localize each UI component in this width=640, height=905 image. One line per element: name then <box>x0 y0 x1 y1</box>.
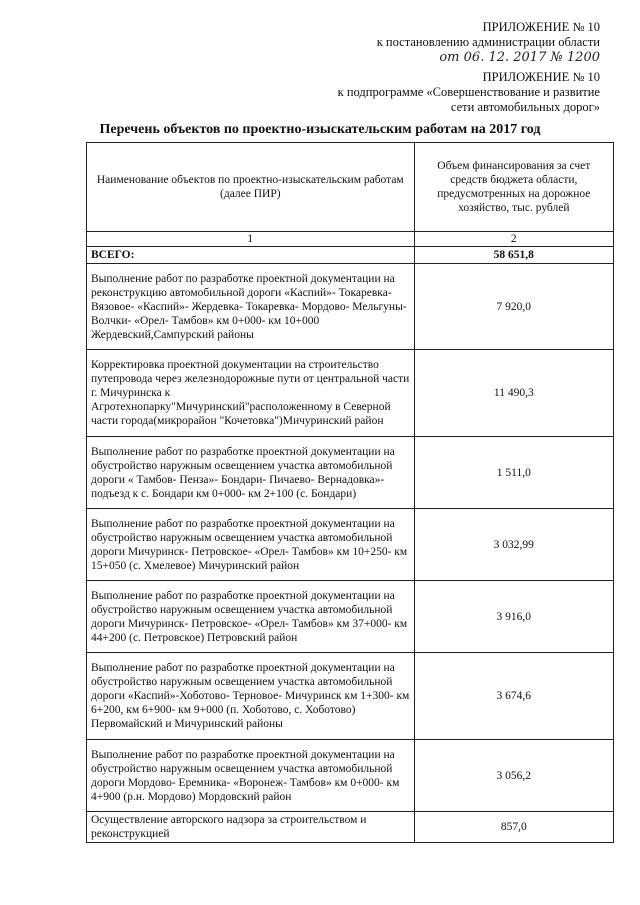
appendix-label: ПРИЛОЖЕНИЕ № 10 <box>482 20 600 34</box>
object-name-cell: Выполнение работ по разработке проектной документации на реконструкцию автомобильной дороги «Каспий»- Токаревка- Вязовое- «Каспий»- Жердевка- Токаревка- Мордово- Мельгуны- Волчки- «Орел- Тамбов» км 0+000- км 10+000 Жердевский,Сампурский районы <box>87 264 415 350</box>
object-name-cell: Корректировка проектной документации на строительство путепровода через железнодорожные пути от центральной части г. Мичуринска к Агротехнопарку"Мичуринский"расположенному в Северной части города(микрорайон "Кочетовка")Мичуринский район <box>87 350 415 437</box>
appendix-header-decree <box>377 20 600 65</box>
appendix-label-2: ПРИЛОЖЕНИЕ № 10 <box>482 70 600 84</box>
table-header-row <box>87 143 614 232</box>
funding-value-cell: 3 674,6 <box>414 653 613 740</box>
funding-value-cell: 3 032,99 <box>414 509 613 581</box>
total-label: ВСЕГО: <box>87 247 415 264</box>
table-row <box>87 509 614 581</box>
column-header-object-name: Наименование объектов по проектно-изыскательским работам (далее ПИР) <box>87 143 415 232</box>
column-number-row <box>87 232 614 247</box>
object-name-cell: Выполнение работ по разработке проектной документации на обустройство наружным освещением участка автомобильной дороги « Тамбов- Пенза»- Бондари- Пичаево- Вернадовка»- подъезд к с. Бондари км 0+000- км 2+100 (с. Бондари) <box>87 437 415 509</box>
total-value: 58 651,8 <box>414 247 613 264</box>
funding-value-cell: 1 511,0 <box>414 437 613 509</box>
appendix-header-subprogram <box>338 70 600 115</box>
column-header-funding: Объем финансирования за счет средств бюджета области, предусмотренных на дорожное хозяйство, тыс. рублей <box>414 143 613 232</box>
document-title: Перечень объектов по проектно-изыскательским работам на 2017 год <box>99 122 541 137</box>
funding-value-cell: 3 916,0 <box>414 581 613 653</box>
column-number-1: 1 <box>87 232 415 247</box>
table-row <box>87 264 614 350</box>
object-name-cell: Выполнение работ по разработке проектной документации на обустройство наружным освещением участка автомобильной дороги Мичуринск- Петровское- «Орел- Тамбов» км 10+250- км 15+050 (с. Хмелевое) Мичуринский район <box>87 509 415 581</box>
decree-reference: к постановлению администрации области <box>376 35 600 49</box>
object-name-cell: Осуществление авторского надзора за строительством и реконструкцией <box>87 812 415 843</box>
table-row <box>87 812 614 843</box>
funding-value-cell: 857,0 <box>414 812 613 843</box>
table-row <box>87 740 614 812</box>
object-name-cell: Выполнение работ по разработке проектной документации на обустройство наружным освещением участка автомобильной дороги «Каспий»-Хоботово- Терновое- Мичуринск км 1+300- км 6+200, км 6+900- км 9+000 (п. Хоботово, с. Хоботово) Первомайский и Мичуринский районы <box>87 653 415 740</box>
subprogram-reference-line2: сети автомобильных дорог» <box>450 100 600 114</box>
handwritten-date-number: от 06. 12. 2017 № 1200 <box>439 50 600 65</box>
object-name-cell: Выполнение работ по разработке проектной документации на обустройство наружным освещением участка автомобильной дороги Мичуринск- Петровское- «Орел- Тамбов» км 37+000- км 44+200 (с. Петровское) Петровский район <box>87 581 415 653</box>
object-name-cell: Выполнение работ по разработке проектной документации на обустройство наружным освещением участка автомобильной дороги Мордово- Еремника- «Воронеж- Тамбов» км 0+000- км 4+900 (р.н. Мордово) Мордовский район <box>87 740 415 812</box>
objects-table <box>86 142 614 843</box>
table-row <box>87 653 614 740</box>
subprogram-reference-line1: к подпрограмме «Совершенствование и развитие <box>337 85 600 99</box>
funding-value-cell: 3 056,2 <box>414 740 613 812</box>
table-row <box>87 581 614 653</box>
funding-value-cell: 7 920,0 <box>414 264 613 350</box>
funding-value-cell: 11 490,3 <box>414 350 613 437</box>
total-row <box>87 247 614 264</box>
column-number-2: 2 <box>414 232 613 247</box>
table-row <box>87 350 614 437</box>
table-row <box>87 437 614 509</box>
